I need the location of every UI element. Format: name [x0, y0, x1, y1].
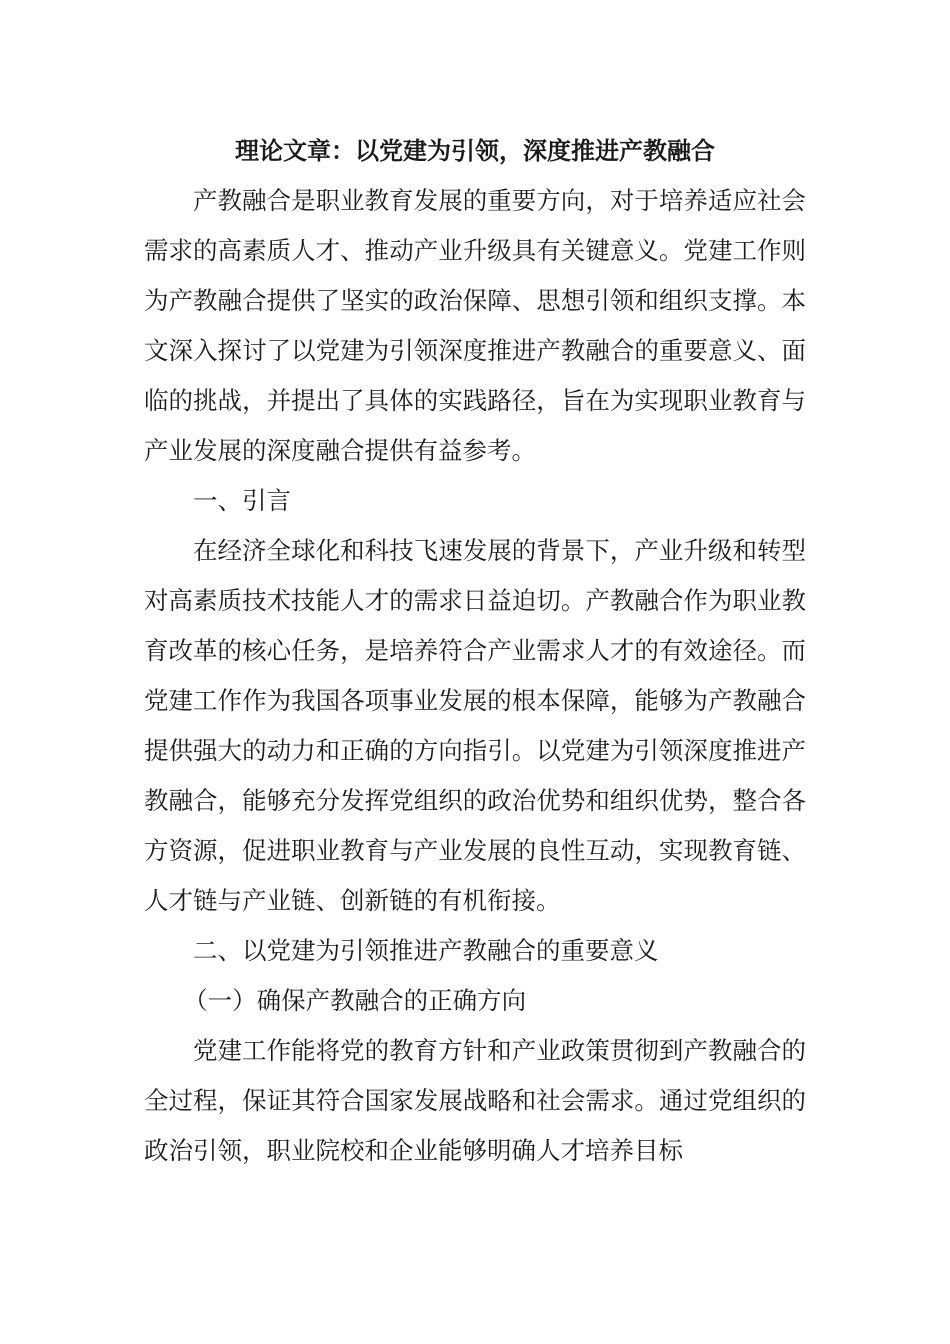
document-title: 理论文章：以党建为引领，深度推进产教融合	[235, 137, 715, 165]
section-heading-significance: 二、以党建为引领推进产教融合的重要意义	[193, 936, 659, 965]
introduction-paragraph: 在经济全球化和科技飞速发展的背景下，产业升级和转型对高素质技术技能人才的需求日益迫切。产教融合作为职业教育改革的核心任务，是培养符合产业需求人才的有效途径。而党建工作作为我国各项事业发展的根本保障，能够为产教融合提供强大的动力和正确的方向指引。以党建为引领深度推进产教融合，能够充分发挥党组织的政治优势和组织优势，整合各方资源，促进职业教育与产业发展的良性互动，实现教育链、人才链与产业链、创新链的有机衔接。	[144, 536, 806, 915]
section-heading-introduction: 一、引言	[193, 486, 291, 515]
subsection-heading-direction: （一）确保产教融合的正确方向	[183, 986, 527, 1015]
document-body	[144, 126, 806, 1176]
intro-paragraph: 产教融合是职业教育发展的重要方向，对于培养适应社会需求的高素质人才、推动产业升级具有关键意义。党建工作则为产教融合提供了坚实的政治保障、思想引领和组织支撑。本文深入探讨了以党建为引领深度推进产教融合的重要意义、面临的挑战，并提出了具体的实践路径，旨在为实现职业教育与产业发展的深度融合提供有益参考。	[144, 186, 806, 465]
direction-paragraph: 党建工作能将党的教育方针和产业政策贯彻到产教融合的全过程，保证其符合国家发展战略和社会需求。通过党组织的政治引领，职业院校和企业能够明确人才培养目标	[144, 1036, 806, 1165]
